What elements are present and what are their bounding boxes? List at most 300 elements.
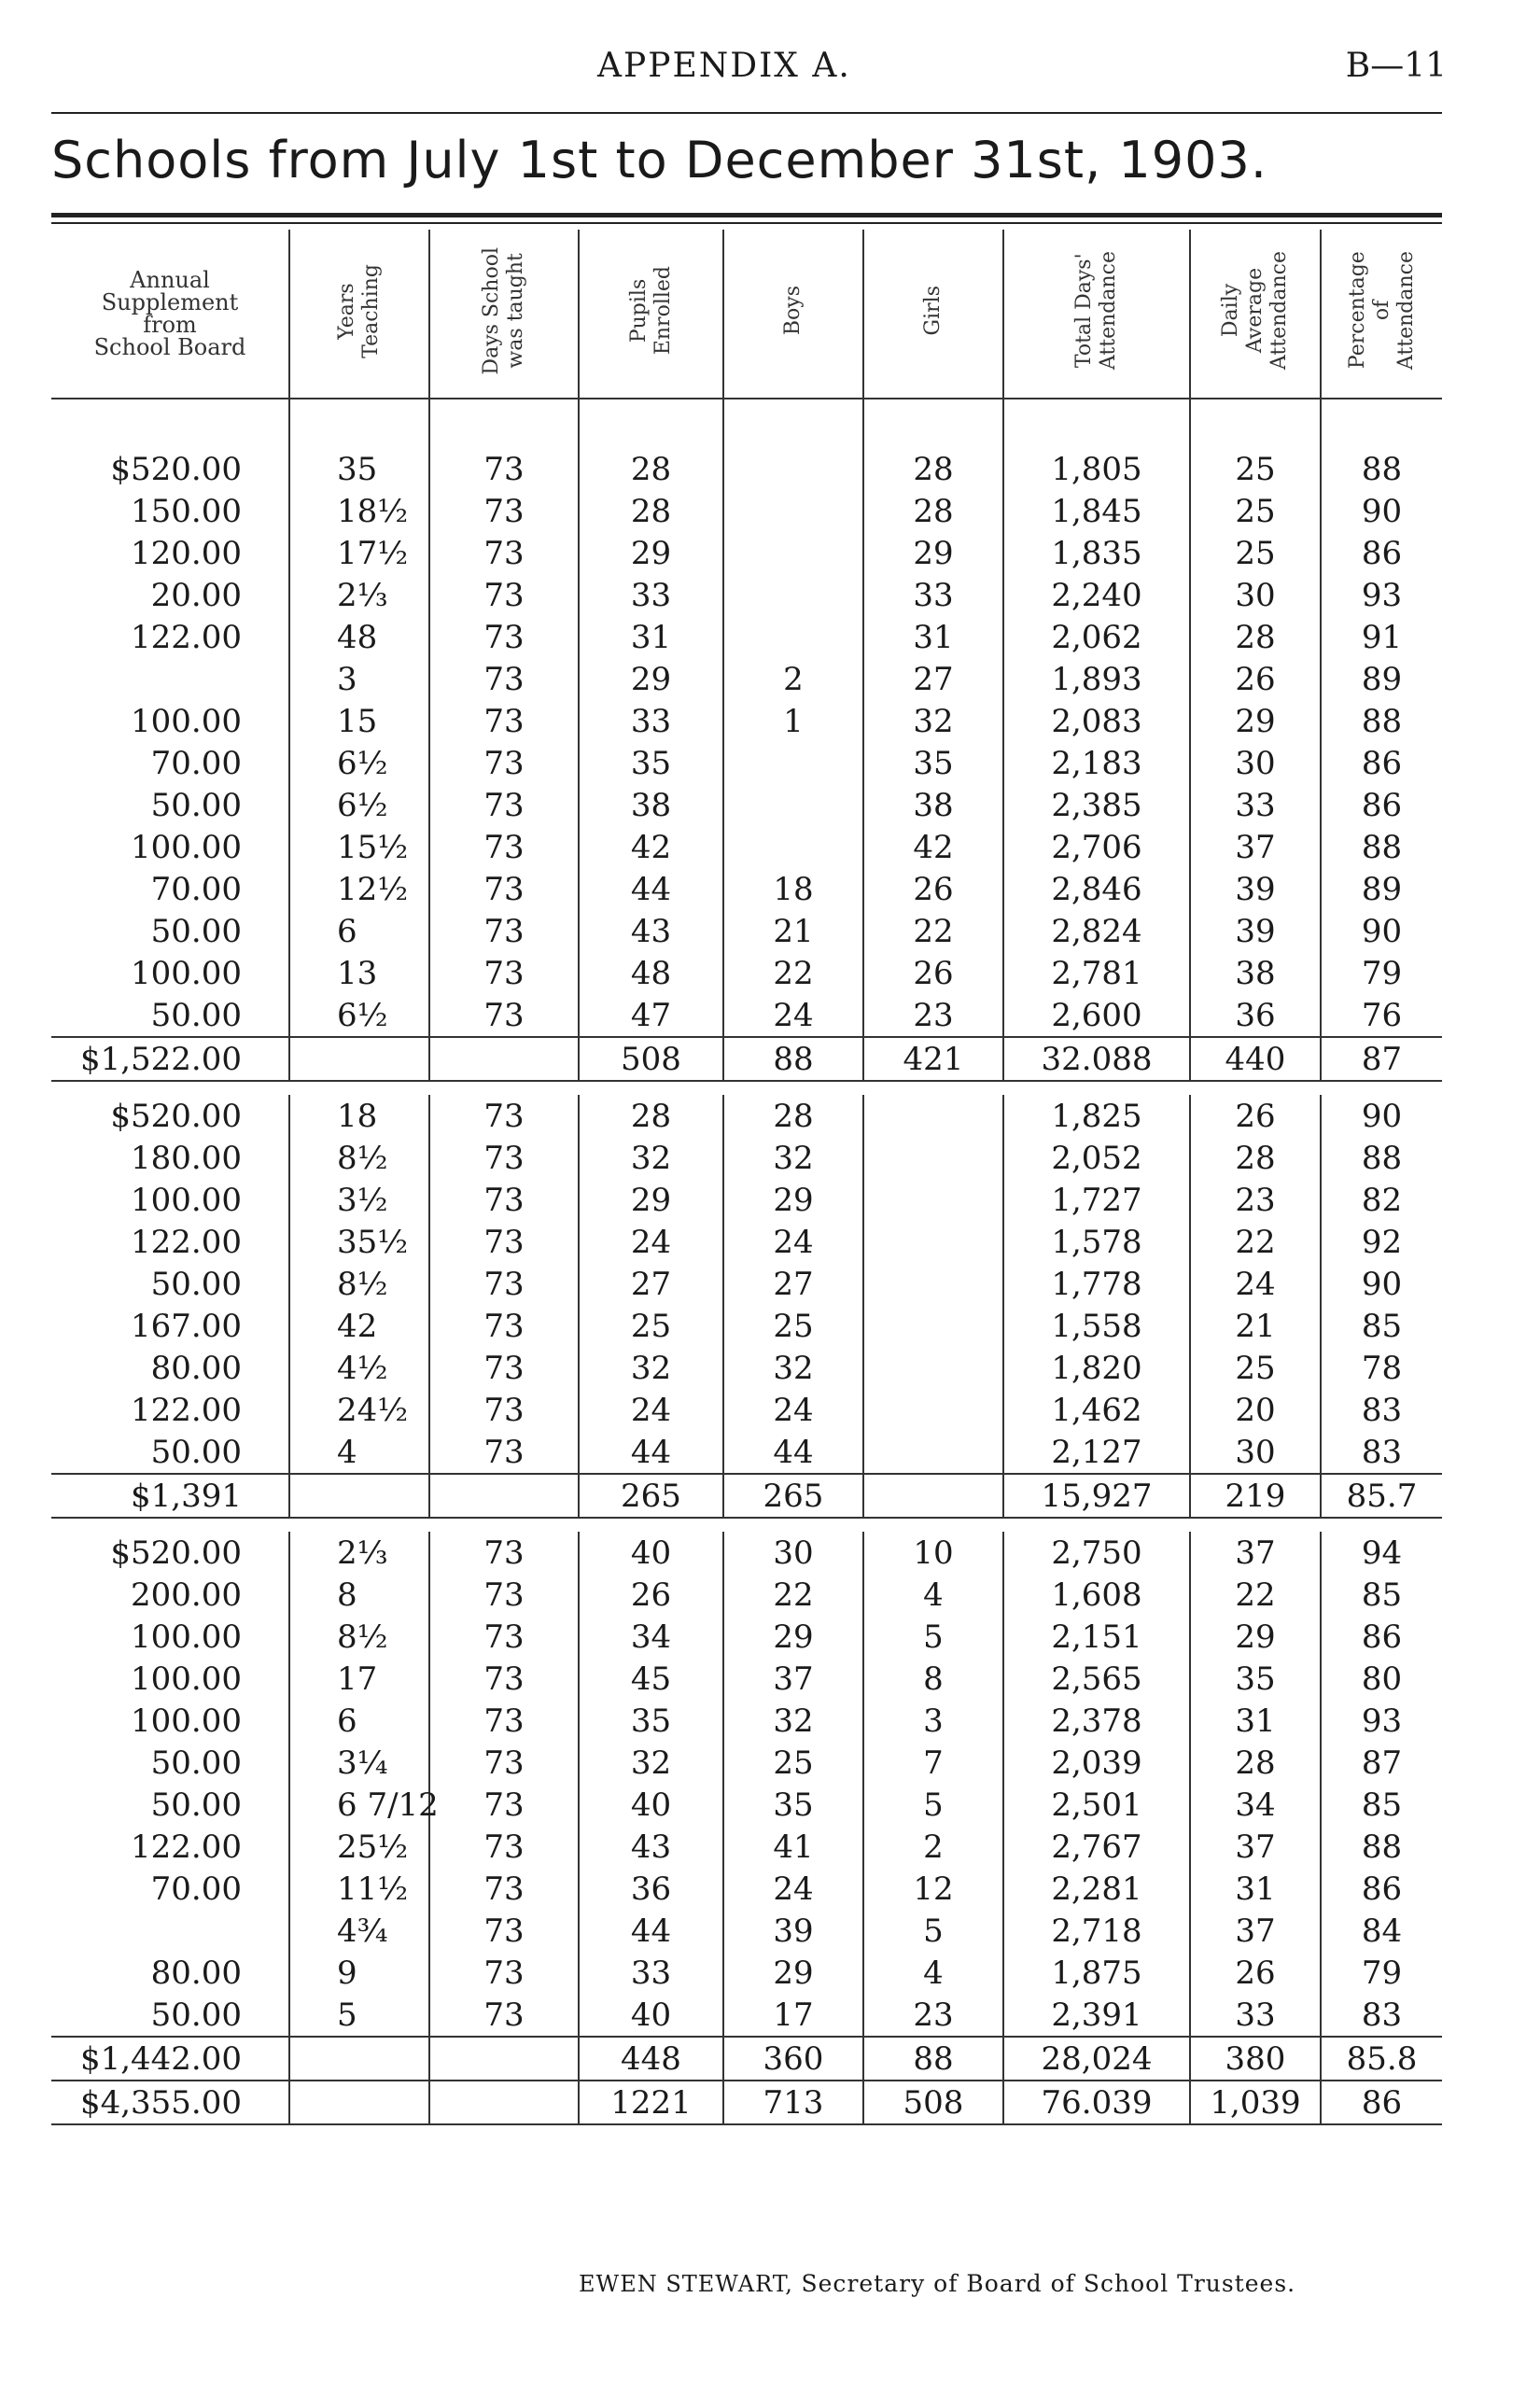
table-cell: 36 xyxy=(1190,994,1321,1037)
table-cell: 18 xyxy=(289,1095,429,1137)
table-cell: 2 xyxy=(863,1826,1003,1868)
table-cell: 6 7/12 xyxy=(289,1784,429,1826)
table-cell: 20.00 xyxy=(150,576,242,614)
table-cell: 39 xyxy=(1190,910,1321,952)
table-cell: 4 xyxy=(863,1952,1003,1994)
table-cell: 73 xyxy=(429,1994,579,2037)
table-row xyxy=(51,1616,1442,1658)
table-cell: $1,442.00 xyxy=(51,2037,289,2081)
table-cell xyxy=(863,1095,1003,1137)
table-cell: 26 xyxy=(1190,1952,1321,1994)
table-cell: 73 xyxy=(429,532,579,574)
table-cell: 440 xyxy=(1190,1037,1321,1081)
table-cell: 29 xyxy=(723,1179,863,1221)
table-cell: 73 xyxy=(429,994,579,1037)
table-cell: 29 xyxy=(1190,1616,1321,1658)
table-cell xyxy=(863,1221,1003,1263)
table-cell: 42 xyxy=(863,826,1003,868)
table-cell: 29 xyxy=(579,532,723,574)
table-cell: 24 xyxy=(579,1221,723,1263)
table-cell: 180.00 xyxy=(131,1139,242,1177)
table-cell: 150.00 xyxy=(131,492,242,530)
table-cell: 73 xyxy=(429,574,579,616)
table-cell: 44 xyxy=(579,1431,723,1474)
table-cell: 35 xyxy=(579,742,723,784)
table-cell: 30 xyxy=(1190,574,1321,616)
table-cell: 28 xyxy=(863,448,1003,490)
table-cell: 5 xyxy=(863,1910,1003,1952)
table-cell: 100.00 xyxy=(131,828,242,866)
table-cell: 50.00 xyxy=(150,996,242,1034)
table-cell: 713 xyxy=(723,2081,863,2124)
table-cell: 122.00 xyxy=(131,1223,242,1261)
table-cell: 50.00 xyxy=(150,1265,242,1303)
col-header-supplement: Annual Supplement from School Board xyxy=(51,230,289,399)
table-cell xyxy=(723,826,863,868)
table-cell: 3 xyxy=(863,1700,1003,1742)
table-row xyxy=(51,700,1442,742)
table-row xyxy=(51,1910,1442,1952)
table-cell xyxy=(289,2037,429,2081)
table-cell: 73 xyxy=(429,1532,579,1574)
table-cell: 20 xyxy=(1190,1389,1321,1431)
table-row xyxy=(51,574,1442,616)
table-cell: 2,183 xyxy=(1003,742,1190,784)
table-cell: 73 xyxy=(429,1742,579,1784)
table-cell: 2,706 xyxy=(1003,826,1190,868)
table-cell: 28 xyxy=(579,448,723,490)
table-cell: 29 xyxy=(1190,700,1321,742)
table-cell: 28 xyxy=(863,490,1003,532)
table-cell: 27 xyxy=(723,1263,863,1305)
table-cell: 44 xyxy=(579,1910,723,1952)
table-cell: 89 xyxy=(1321,868,1442,910)
table-cell: 73 xyxy=(429,784,579,826)
table-cell: 80.00 xyxy=(150,1349,242,1387)
table-row xyxy=(51,1431,1442,1474)
table-row xyxy=(51,784,1442,826)
table-cell: 8½ xyxy=(289,1263,429,1305)
table-cell: 2,767 xyxy=(1003,1826,1190,1868)
table-row xyxy=(51,1742,1442,1784)
table-cell: 17½ xyxy=(289,532,429,574)
table-cell: 50.00 xyxy=(150,912,242,950)
table-cell: 86 xyxy=(1321,1616,1442,1658)
table-cell: 25 xyxy=(723,1742,863,1784)
table-row xyxy=(51,1574,1442,1616)
table-cell: 2,846 xyxy=(1003,868,1190,910)
table-cell: 5 xyxy=(863,1784,1003,1826)
table-cell: 1,835 xyxy=(1003,532,1190,574)
table-cell: 34 xyxy=(1190,1784,1321,1826)
table-cell: 100.00 xyxy=(131,1660,242,1698)
table-cell: 33 xyxy=(1190,784,1321,826)
table-cell: 26 xyxy=(579,1574,723,1616)
table-cell: 73 xyxy=(429,658,579,700)
table-cell: 421 xyxy=(863,1037,1003,1081)
table-cell: 26 xyxy=(1190,658,1321,700)
table-cell: 1,558 xyxy=(1003,1305,1190,1347)
table-row xyxy=(51,742,1442,784)
table-cell xyxy=(863,1305,1003,1347)
table-cell: 32 xyxy=(863,700,1003,742)
table-cell: 85 xyxy=(1321,1574,1442,1616)
header-spacer-row xyxy=(51,399,1442,448)
table-cell: 89 xyxy=(1321,658,1442,700)
table-cell: 167.00 xyxy=(131,1307,242,1345)
table-cell: 1,578 xyxy=(1003,1221,1190,1263)
table-cell xyxy=(429,2081,579,2124)
table-cell: 1,805 xyxy=(1003,448,1190,490)
table-cell xyxy=(723,784,863,826)
table-cell xyxy=(429,1474,579,1518)
table-cell: 80 xyxy=(1321,1658,1442,1700)
table-row xyxy=(51,532,1442,574)
table-cell: $520.00 xyxy=(110,1534,242,1572)
table-cell: 86 xyxy=(1321,532,1442,574)
table-cell: 73 xyxy=(429,1389,579,1431)
table-cell: 33 xyxy=(579,574,723,616)
table-cell: 8½ xyxy=(289,1616,429,1658)
table-row xyxy=(51,1389,1442,1431)
table-cell: 2,750 xyxy=(1003,1532,1190,1574)
table-cell: 47 xyxy=(579,994,723,1037)
table-cell: 29 xyxy=(723,1952,863,1994)
table-cell: 73 xyxy=(429,1616,579,1658)
table-cell: 73 xyxy=(429,616,579,658)
table-cell: 86 xyxy=(1321,2081,1442,2124)
table-cell: 2,039 xyxy=(1003,1742,1190,1784)
table-cell: 28 xyxy=(723,1095,863,1137)
col-header-boys: Boys xyxy=(723,230,863,399)
table-cell: 10 xyxy=(863,1532,1003,1574)
table-cell: 73 xyxy=(429,1305,579,1347)
table-cell: 32 xyxy=(723,1137,863,1179)
table-cell: 88 xyxy=(1321,700,1442,742)
table-cell: 73 xyxy=(429,1431,579,1474)
table-row xyxy=(51,1784,1442,1826)
table-cell: 50.00 xyxy=(150,1433,242,1471)
table-cell: 48 xyxy=(289,616,429,658)
signature-line xyxy=(579,2270,1295,2297)
table-cell: 18½ xyxy=(289,490,429,532)
table-cell: 93 xyxy=(1321,1700,1442,1742)
table-cell: 25 xyxy=(1190,532,1321,574)
table-cell: 1,727 xyxy=(1003,1179,1190,1221)
table-cell: 122.00 xyxy=(131,1828,242,1866)
col-header-days: Days School was taught xyxy=(429,230,579,399)
column-header-row xyxy=(51,230,1442,399)
table-cell: 73 xyxy=(429,910,579,952)
table-cell: 33 xyxy=(863,574,1003,616)
table-cell: 73 xyxy=(429,1137,579,1179)
table-cell: 73 xyxy=(429,826,579,868)
table-cell: 32 xyxy=(723,1700,863,1742)
col-header-girls: Girls xyxy=(863,230,1003,399)
table-cell: 11½ xyxy=(289,1868,429,1910)
table-cell xyxy=(723,616,863,658)
table-row xyxy=(51,1700,1442,1742)
table-cell: 88 xyxy=(1321,1826,1442,1868)
table-cell: 25 xyxy=(1190,490,1321,532)
table-cell: 18 xyxy=(723,868,863,910)
table-cell: 44 xyxy=(723,1431,863,1474)
table-cell: 6½ xyxy=(289,784,429,826)
grand-total-row xyxy=(51,2081,1442,2124)
table-cell: 100.00 xyxy=(131,1181,242,1219)
table-cell: 85.7 xyxy=(1321,1474,1442,1518)
table-cell: 122.00 xyxy=(131,618,242,656)
table-cell xyxy=(863,1263,1003,1305)
table-cell: 360 xyxy=(723,2037,863,2081)
table-cell: 6 xyxy=(289,910,429,952)
table-cell: 17 xyxy=(289,1658,429,1700)
col-header-total-days: Total Days' Attendance xyxy=(1003,230,1190,399)
table-cell: 41 xyxy=(723,1826,863,1868)
table-cell: 88 xyxy=(1321,1137,1442,1179)
table-cell: 2,240 xyxy=(1003,574,1190,616)
table-cell: 39 xyxy=(1190,868,1321,910)
table-cell: 32.088 xyxy=(1003,1037,1190,1081)
table-cell: 29 xyxy=(579,658,723,700)
table-cell: 17 xyxy=(723,1994,863,2037)
table-cell: 26 xyxy=(1190,1095,1321,1137)
table-cell: 40 xyxy=(579,1784,723,1826)
table-cell xyxy=(289,1474,429,1518)
table-cell: 15,927 xyxy=(1003,1474,1190,1518)
table-cell: 3 xyxy=(289,658,429,700)
table-cell: 38 xyxy=(1190,952,1321,994)
running-header xyxy=(0,47,1540,93)
table-cell: 2,127 xyxy=(1003,1431,1190,1474)
page-title: Schools from July 1st to December 31st, 1903. xyxy=(51,131,1268,189)
table-cell: 80.00 xyxy=(150,1954,242,1992)
table-cell: 25 xyxy=(723,1305,863,1347)
table-row xyxy=(51,1826,1442,1868)
table-cell xyxy=(723,490,863,532)
table-cell: 28 xyxy=(579,1095,723,1137)
table-row xyxy=(51,1095,1442,1137)
table-cell: 8½ xyxy=(289,1137,429,1179)
table-cell: 38 xyxy=(863,784,1003,826)
table-cell: 43 xyxy=(579,1826,723,1868)
table-cell: 4 xyxy=(863,1574,1003,1616)
table-cell: 87 xyxy=(1321,1037,1442,1081)
table-cell: 22 xyxy=(863,910,1003,952)
section-total-row xyxy=(51,1474,1442,1518)
table-cell: 27 xyxy=(863,658,1003,700)
table-cell: 120.00 xyxy=(131,534,242,572)
table-cell: 21 xyxy=(723,910,863,952)
table-cell: 70.00 xyxy=(150,870,242,908)
table-cell: 2⅓ xyxy=(289,574,429,616)
table-cell: 8 xyxy=(863,1658,1003,1700)
table-cell: 76 xyxy=(1321,994,1442,1037)
table-cell: 508 xyxy=(579,1037,723,1081)
table-cell: 90 xyxy=(1321,910,1442,952)
table-cell: 31 xyxy=(863,616,1003,658)
table-cell: 1221 xyxy=(579,2081,723,2124)
table-row xyxy=(51,868,1442,910)
table-cell: 39 xyxy=(723,1910,863,1952)
table-cell xyxy=(723,742,863,784)
table-cell xyxy=(429,1037,579,1081)
table-row xyxy=(51,1658,1442,1700)
table-row xyxy=(51,616,1442,658)
table-cell: 2,565 xyxy=(1003,1658,1190,1700)
table-cell xyxy=(863,1389,1003,1431)
table-cell: 33 xyxy=(579,700,723,742)
table-cell: 2⅓ xyxy=(289,1532,429,1574)
table-cell: 32 xyxy=(723,1347,863,1389)
table-cell: 85 xyxy=(1321,1305,1442,1347)
table-cell: 79 xyxy=(1321,952,1442,994)
table-cell: $1,391 xyxy=(51,1474,289,1518)
table-cell: 2,378 xyxy=(1003,1700,1190,1742)
table-cell: 88 xyxy=(1321,448,1442,490)
table-cell: 5 xyxy=(863,1616,1003,1658)
table-cell: 25 xyxy=(579,1305,723,1347)
table-cell: 23 xyxy=(863,994,1003,1037)
table-cell: 87 xyxy=(1321,1742,1442,1784)
table-cell: 91 xyxy=(1321,616,1442,658)
table-cell: 3½ xyxy=(289,1179,429,1221)
col-header-daily-average: Daily Average Attendance xyxy=(1190,230,1321,399)
table-cell: 2,151 xyxy=(1003,1616,1190,1658)
table-row xyxy=(51,1994,1442,2037)
table-cell: 38 xyxy=(579,784,723,826)
table-cell: 22 xyxy=(1190,1221,1321,1263)
table-cell xyxy=(863,1347,1003,1389)
table-cell: 32 xyxy=(579,1742,723,1784)
table-cell: 100.00 xyxy=(131,954,242,992)
table-cell: 6½ xyxy=(289,994,429,1037)
table-cell: 42 xyxy=(579,826,723,868)
table-cell: 6 xyxy=(289,1700,429,1742)
table-row xyxy=(51,658,1442,700)
table-row xyxy=(51,952,1442,994)
table-cell: 219 xyxy=(1190,1474,1321,1518)
table-cell: 48 xyxy=(579,952,723,994)
table-cell: 22 xyxy=(723,952,863,994)
table-row xyxy=(51,994,1442,1037)
table-cell: 26 xyxy=(863,952,1003,994)
table-cell: 100.00 xyxy=(131,702,242,740)
table-cell: 73 xyxy=(429,868,579,910)
table-cell: 73 xyxy=(429,1910,579,1952)
table-cell: 34 xyxy=(579,1616,723,1658)
table-cell: 1,820 xyxy=(1003,1347,1190,1389)
table-row xyxy=(51,826,1442,868)
table-cell xyxy=(863,1474,1003,1518)
table-cell: 73 xyxy=(429,1952,579,1994)
appendix-label: APPENDIX A. xyxy=(597,47,851,85)
table-cell: 50.00 xyxy=(150,1744,242,1782)
table-cell: 73 xyxy=(429,1784,579,1826)
page-number: B—11 xyxy=(1345,47,1447,85)
table-row xyxy=(51,1868,1442,1910)
table-cell xyxy=(723,532,863,574)
table-cell: 35½ xyxy=(289,1221,429,1263)
table-cell: 73 xyxy=(429,448,579,490)
table-row xyxy=(51,1532,1442,1574)
table-cell: 2,062 xyxy=(1003,616,1190,658)
table-cell: 2,385 xyxy=(1003,784,1190,826)
section-gap xyxy=(51,1081,1442,1095)
table-cell: 2,600 xyxy=(1003,994,1190,1037)
table-cell: 2,824 xyxy=(1003,910,1190,952)
table-cell: 9 xyxy=(289,1952,429,1994)
table-cell: 33 xyxy=(579,1952,723,1994)
table-cell: 83 xyxy=(1321,1389,1442,1431)
table-cell: 8 xyxy=(289,1574,429,1616)
table-cell: 94 xyxy=(1321,1532,1442,1574)
table-cell: 3¼ xyxy=(289,1742,429,1784)
title-rule-thick xyxy=(51,213,1442,217)
table-cell: 1,462 xyxy=(1003,1389,1190,1431)
table-row xyxy=(51,1221,1442,1263)
table-cell: 85 xyxy=(1321,1784,1442,1826)
table-cell: 5 xyxy=(289,1994,429,2037)
table-cell: 73 xyxy=(429,1095,579,1137)
table-cell: 28 xyxy=(1190,1137,1321,1179)
section-total-row xyxy=(51,2037,1442,2081)
table-cell: 40 xyxy=(579,1532,723,1574)
table-cell: 24 xyxy=(723,994,863,1037)
table-cell: 380 xyxy=(1190,2037,1321,2081)
table-cell: 1,875 xyxy=(1003,1952,1190,1994)
table-cell: 73 xyxy=(429,700,579,742)
table-cell: $1,522.00 xyxy=(51,1037,289,1081)
table-cell: 12 xyxy=(863,1868,1003,1910)
table-cell: 93 xyxy=(1321,574,1442,616)
table-cell xyxy=(51,658,289,700)
table-row xyxy=(51,910,1442,952)
table-cell: 2,718 xyxy=(1003,1910,1190,1952)
table-cell: 45 xyxy=(579,1658,723,1700)
table-cell: 79 xyxy=(1321,1952,1442,1994)
table-cell: 30 xyxy=(1190,1431,1321,1474)
table-cell: 76.039 xyxy=(1003,2081,1190,2124)
table-cell: 24½ xyxy=(289,1389,429,1431)
header-rule xyxy=(51,112,1442,114)
table-cell xyxy=(51,1910,289,1952)
table-cell xyxy=(723,574,863,616)
table-cell: 70.00 xyxy=(150,744,242,782)
table-cell: 25½ xyxy=(289,1826,429,1868)
table-cell: 37 xyxy=(1190,1910,1321,1952)
table-cell: 84 xyxy=(1321,1910,1442,1952)
table-cell: 265 xyxy=(579,1474,723,1518)
table-cell: 82 xyxy=(1321,1179,1442,1221)
table-row xyxy=(51,1347,1442,1389)
table-cell: 50.00 xyxy=(150,1996,242,2034)
table-cell: 6½ xyxy=(289,742,429,784)
table-cell: 90 xyxy=(1321,1263,1442,1305)
table-cell: 88 xyxy=(863,2037,1003,2081)
table-cell: 1,608 xyxy=(1003,1574,1190,1616)
table-cell: 28 xyxy=(1190,616,1321,658)
table-cell: 23 xyxy=(863,1994,1003,2037)
table-cell: 200.00 xyxy=(131,1576,242,1614)
table-cell: $4,355.00 xyxy=(51,2081,289,2124)
table-cell: 508 xyxy=(863,2081,1003,2124)
table-cell: 40 xyxy=(579,1994,723,2037)
table-cell: 92 xyxy=(1321,1221,1442,1263)
table-cell: 73 xyxy=(429,1263,579,1305)
title-rule-thin xyxy=(51,222,1442,224)
table-cell: 22 xyxy=(723,1574,863,1616)
